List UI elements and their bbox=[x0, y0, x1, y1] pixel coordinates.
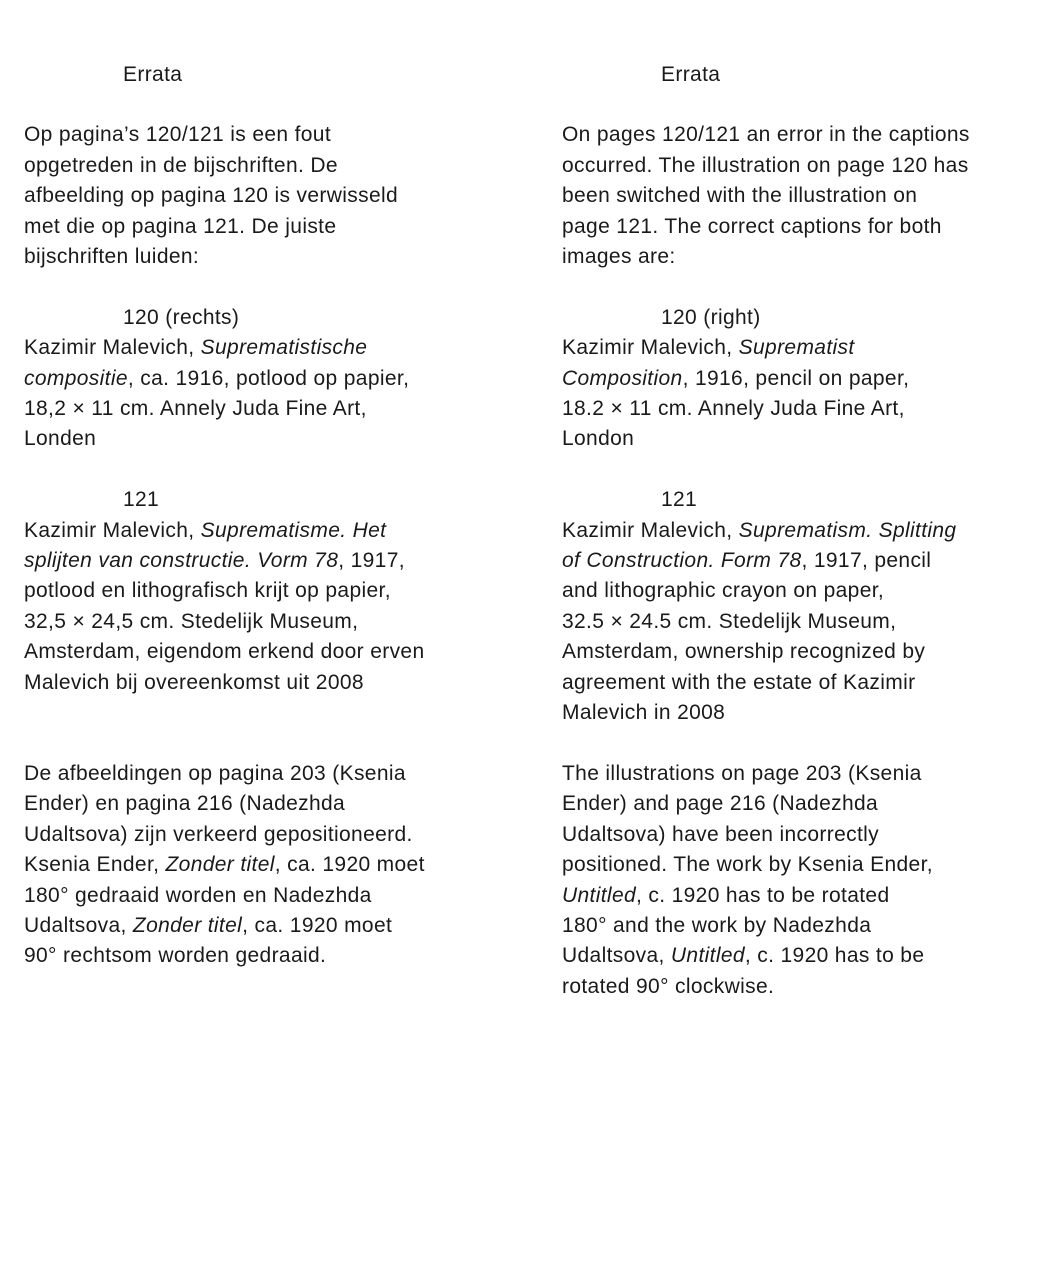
note-line: 90° rechtsom worden gedraaid. bbox=[24, 944, 327, 968]
note-line: Ender) and page 216 (Nadezhda bbox=[562, 792, 879, 816]
caption-line bbox=[24, 364, 524, 394]
note-line bbox=[24, 850, 524, 880]
caption-number: 121 bbox=[661, 488, 698, 512]
note-line: Udaltsova) zijn verkeerd gepositioneerd. bbox=[24, 822, 413, 846]
dutch-intro-line: opgetreden in de bijschriften. De bbox=[24, 153, 338, 177]
artwork-title: Suprematisme. Het bbox=[200, 518, 387, 542]
caption-line: Malevich bij overeenkomst uit 2008 bbox=[24, 670, 364, 694]
note-line: positioned. The work by Ksenia Ender, bbox=[562, 853, 933, 877]
artwork-title: Untitled bbox=[562, 883, 637, 907]
english-intro-line: page 121. The correct captions for both bbox=[562, 214, 942, 238]
artwork-title: Suprematistische bbox=[200, 336, 368, 360]
dutch-intro-line: met die op pagina 121. De juiste bbox=[24, 214, 337, 238]
english-intro-line: occurred. The illustration on page 120 has bbox=[562, 153, 969, 177]
caption-number: 120 (right) bbox=[661, 305, 761, 329]
caption-line bbox=[24, 516, 524, 546]
caption-line: London bbox=[562, 427, 635, 451]
caption-line: 18,2 × 11 cm. Annely Juda Fine Art, bbox=[24, 397, 367, 421]
english-caption-120 bbox=[562, 303, 1061, 455]
english-orientation-note bbox=[562, 759, 1061, 1002]
dutch-intro-line: Op pagina’s 120/121 is een fout bbox=[24, 123, 332, 147]
dutch-heading: Errata bbox=[123, 63, 183, 86]
caption-line: Londen bbox=[24, 427, 97, 451]
caption-text: , 1917, pencil bbox=[801, 549, 932, 573]
note-line: rotated 90° clockwise. bbox=[562, 974, 775, 998]
dutch-caption-120 bbox=[24, 303, 524, 455]
caption-text: Kazimir Malevich, bbox=[24, 336, 201, 360]
note-line: 180° gedraaid worden en Nadezhda bbox=[24, 883, 372, 907]
note-text: , c. 1920 has to be bbox=[744, 944, 925, 968]
caption-line: Amsterdam, eigendom erkend door erven bbox=[24, 640, 425, 664]
dutch-column bbox=[24, 60, 524, 972]
caption-number: 121 bbox=[123, 488, 160, 512]
artwork-title: of Construction. Form 78 bbox=[562, 549, 802, 573]
note-text: , ca. 1920 moet bbox=[274, 853, 425, 877]
caption-line bbox=[562, 546, 1061, 576]
dutch-caption-121 bbox=[24, 485, 524, 698]
caption-line: Amsterdam, ownership recognized by bbox=[562, 640, 926, 664]
note-line bbox=[562, 941, 1061, 971]
english-intro bbox=[562, 120, 1061, 272]
caption-line bbox=[562, 333, 1061, 363]
note-text: , c. 1920 has to be rotated bbox=[636, 883, 890, 907]
caption-line: 32.5 × 24.5 cm. Stedelijk Museum, bbox=[562, 609, 897, 633]
note-line: 180° and the work by Nadezhda bbox=[562, 913, 872, 937]
caption-text: , ca. 1916, potlood op papier, bbox=[127, 366, 410, 390]
english-column bbox=[562, 60, 1061, 1002]
note-text: Udaltsova, bbox=[562, 944, 671, 968]
note-text: , ca. 1920 moet bbox=[242, 913, 393, 937]
artwork-title: Zonder titel bbox=[165, 853, 275, 877]
dutch-intro-line: bijschriften luiden: bbox=[24, 245, 200, 269]
artwork-title: Zonder titel bbox=[132, 913, 243, 937]
caption-line: potlood en lithografisch krijt op papier, bbox=[24, 579, 391, 603]
caption-text: , 1917, bbox=[338, 549, 405, 573]
caption-line bbox=[24, 333, 524, 363]
note-text: Udaltsova, bbox=[24, 913, 133, 937]
dutch-orientation-note bbox=[24, 759, 524, 972]
artwork-title: splijten van constructie. Vorm 78 bbox=[24, 549, 339, 573]
artwork-title: Suprematism. Splitting bbox=[738, 518, 957, 542]
caption-line: 18.2 × 11 cm. Annely Juda Fine Art, bbox=[562, 397, 905, 421]
dutch-intro bbox=[24, 120, 524, 272]
caption-line bbox=[562, 364, 1061, 394]
english-intro-line: On pages 120/121 an error in the captions bbox=[562, 123, 970, 147]
english-intro-line: been switched with the illustration on bbox=[562, 184, 918, 208]
note-line: The illustrations on page 203 (Ksenia bbox=[562, 761, 922, 785]
caption-line: Malevich in 2008 bbox=[562, 701, 726, 725]
note-line: De afbeeldingen op pagina 203 (Ksenia bbox=[24, 761, 406, 785]
artwork-title: Suprematist bbox=[738, 336, 855, 360]
caption-text: , 1916, pencil on paper, bbox=[682, 366, 910, 390]
note-line bbox=[24, 911, 524, 941]
caption-line bbox=[562, 516, 1061, 546]
artwork-title: compositie bbox=[24, 366, 128, 390]
caption-number: 120 (rechts) bbox=[123, 305, 240, 329]
note-line bbox=[562, 881, 1061, 911]
caption-text: Kazimir Malevich, bbox=[562, 336, 739, 360]
caption-line: agreement with the estate of Kazimir bbox=[562, 670, 916, 694]
note-line: Ender) en pagina 216 (Nadezhda bbox=[24, 792, 346, 816]
artwork-title: Untitled bbox=[670, 944, 745, 968]
note-text: Ksenia Ender, bbox=[24, 853, 166, 877]
caption-text: Kazimir Malevich, bbox=[24, 518, 201, 542]
caption-line: 32,5 × 24,5 cm. Stedelijk Museum, bbox=[24, 609, 359, 633]
english-heading: Errata bbox=[661, 63, 721, 86]
english-caption-121 bbox=[562, 485, 1061, 728]
note-line: Udaltsova) have been incorrectly bbox=[562, 822, 880, 846]
caption-line bbox=[24, 546, 524, 576]
english-intro-line: images are: bbox=[562, 245, 676, 269]
caption-line: and lithographic crayon on paper, bbox=[562, 579, 885, 603]
artwork-title: Composition bbox=[562, 366, 683, 390]
dutch-intro-line: afbeelding op pagina 120 is verwisseld bbox=[24, 184, 399, 208]
caption-text: Kazimir Malevich, bbox=[562, 518, 739, 542]
